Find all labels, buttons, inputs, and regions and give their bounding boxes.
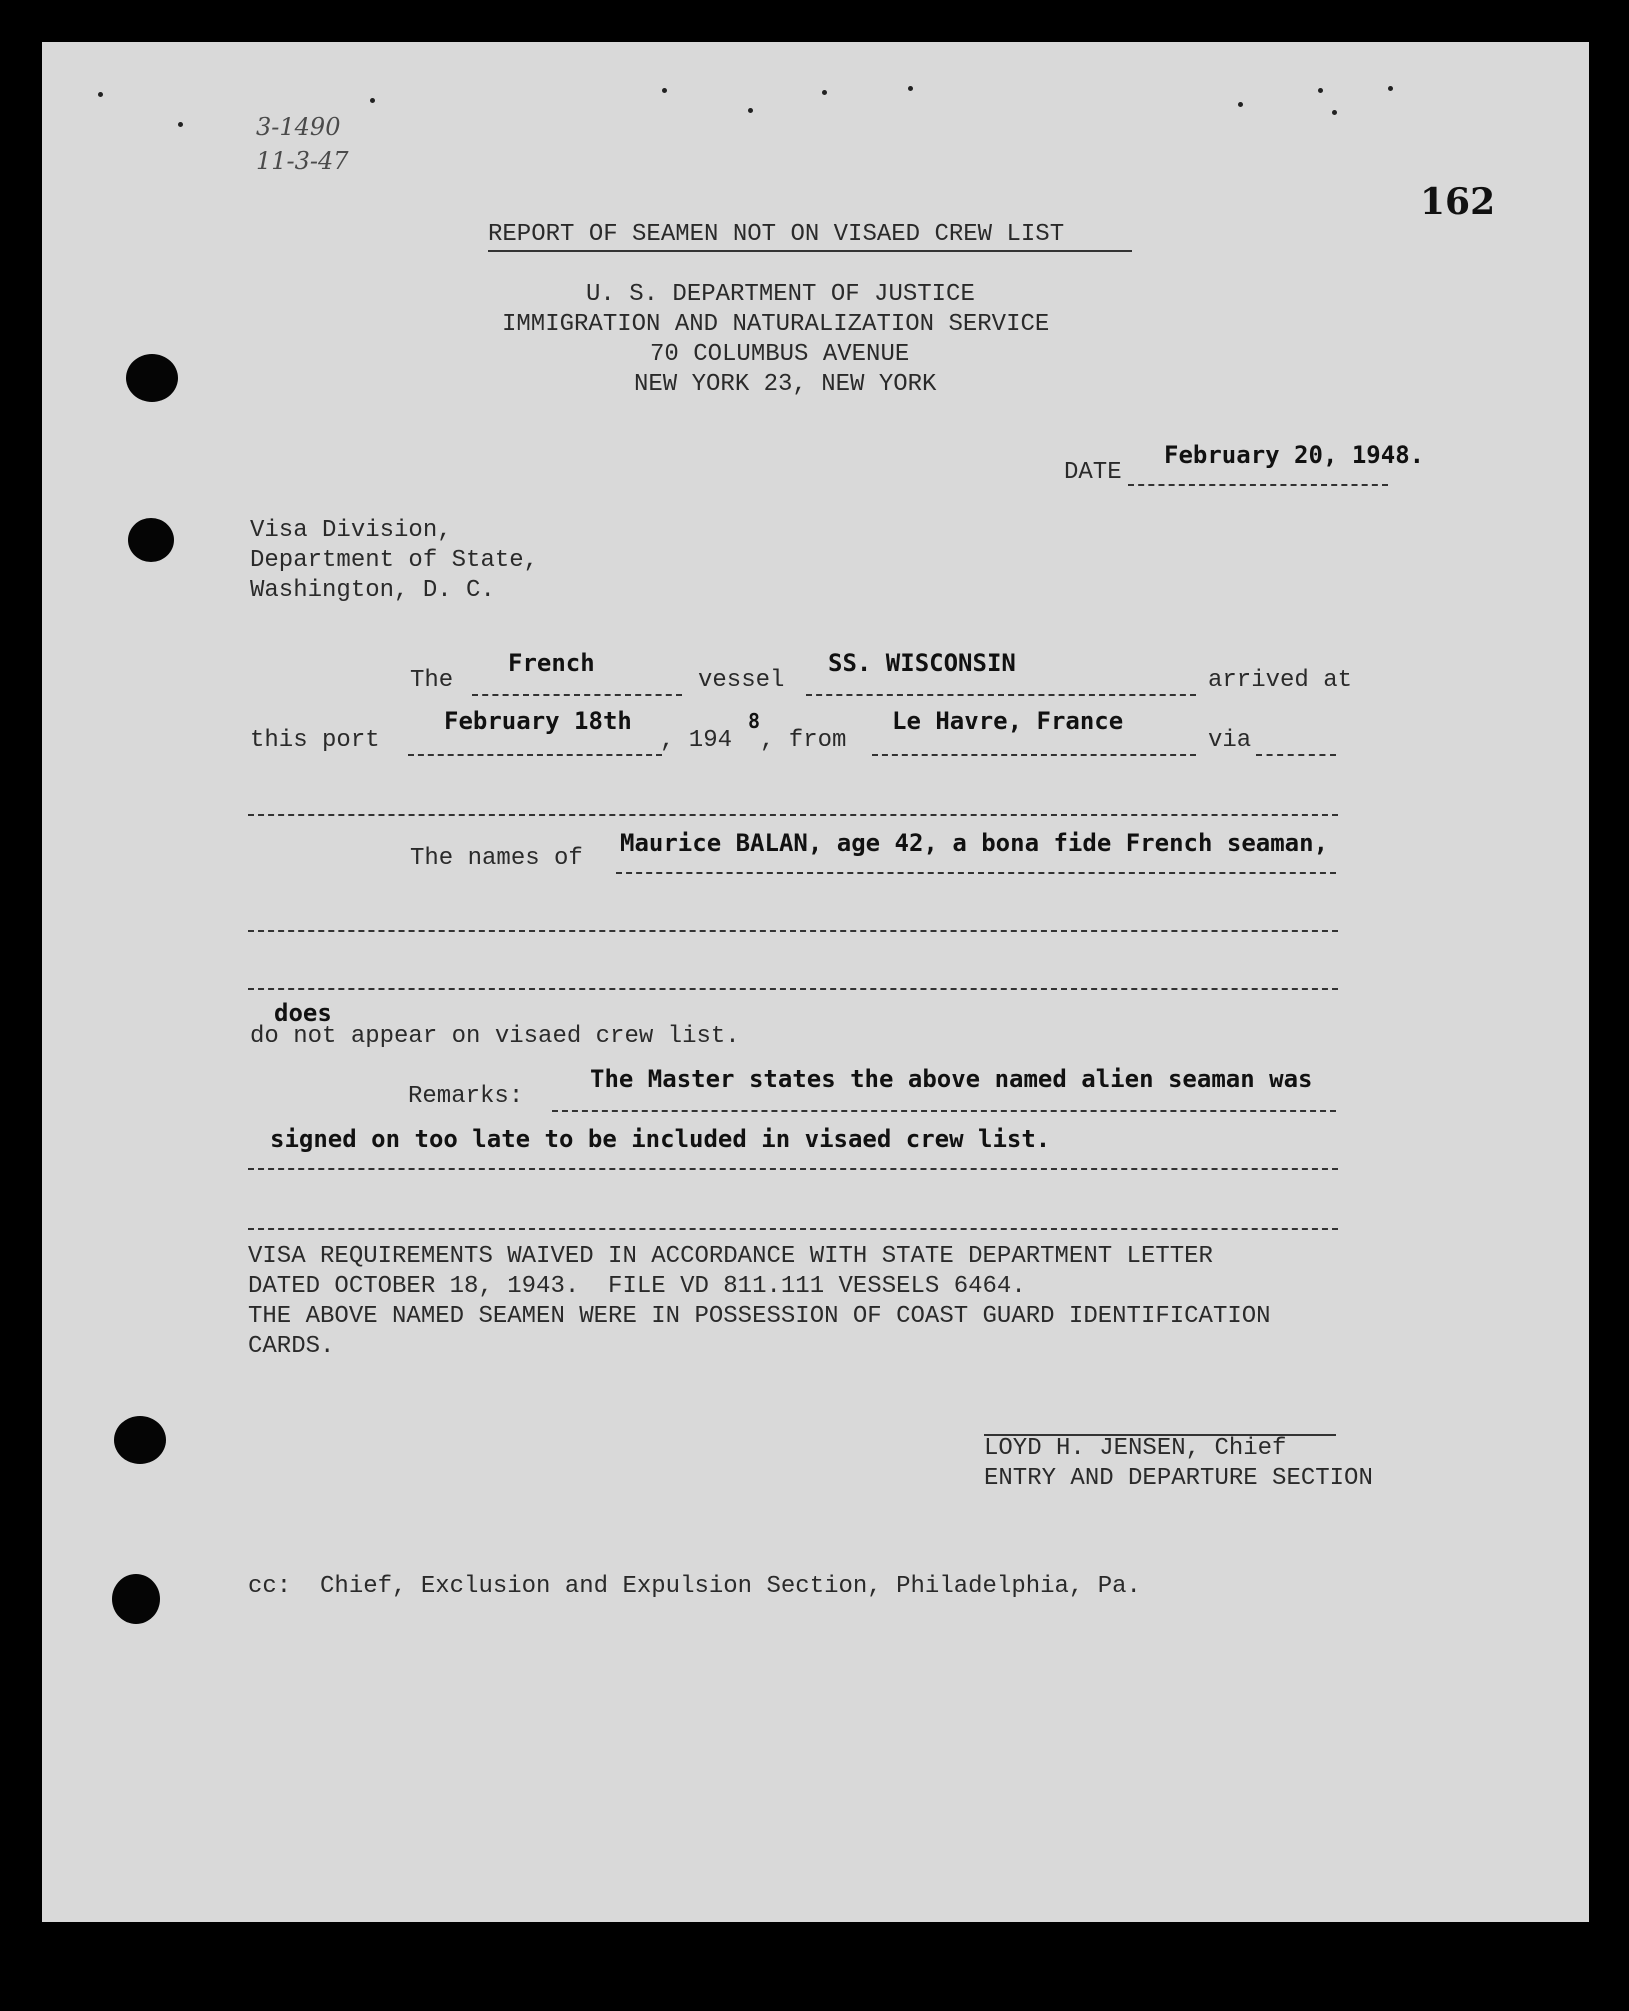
via-label: via <box>1208 727 1252 754</box>
speck <box>1238 102 1243 107</box>
speck <box>1388 86 1393 91</box>
speck <box>908 86 913 91</box>
address-line-1: 70 COLUMBUS AVENUE <box>650 341 910 368</box>
nationality-field-line <box>472 694 682 696</box>
origin-field-line <box>872 754 1196 756</box>
punch-hole <box>114 1416 166 1464</box>
remarks-field-line <box>248 1168 1338 1170</box>
names-value: Maurice BALAN, age 42, a bona fide French seaman, <box>620 829 1329 857</box>
speck <box>662 88 667 93</box>
does-value: does <box>274 999 332 1027</box>
this-port-label: this port <box>250 727 380 754</box>
via-field-line <box>1256 754 1336 756</box>
blank-line <box>248 814 1338 816</box>
vessel-name-value: SS. WISCONSIN <box>828 649 1016 677</box>
waiver-line-1: VISA REQUIREMENTS WAIVED IN ACCORDANCE WITH STATE DEPARTMENT LETTER <box>248 1243 1213 1270</box>
waiver-line-2: DATED OCTOBER 18, 1943. FILE VD 811.111 VESSELS 6464. <box>248 1273 1026 1300</box>
cc-line: cc: Chief, Exclusion and Expulsion Section, Philadelphia, Pa. <box>248 1573 1141 1600</box>
recipient-line-2: Department of State, <box>250 547 539 574</box>
punch-hole <box>112 1574 160 1624</box>
speck <box>1318 88 1323 93</box>
the-label: The <box>410 667 454 694</box>
address-line-2: NEW YORK 23, NEW YORK <box>634 371 937 398</box>
from-label: , from <box>760 727 847 754</box>
date-label: DATE <box>1064 459 1122 486</box>
remarks-label: Remarks: <box>408 1083 524 1110</box>
recipient-line-3: Washington, D. C. <box>250 577 495 604</box>
blank-line <box>248 930 1338 932</box>
waiver-line-4: CARDS. <box>248 1333 335 1360</box>
arrival-date-field-line <box>408 754 662 756</box>
nationality-value: French <box>508 649 595 677</box>
punch-hole <box>128 518 174 562</box>
year-prefix: , 194 <box>660 727 733 754</box>
punch-hole <box>126 354 178 402</box>
arrival-date-value: February 18th <box>444 707 632 735</box>
speck <box>822 90 827 95</box>
title-underline <box>488 250 1132 252</box>
document-page <box>42 42 1589 1922</box>
signer-section: ENTRY AND DEPARTURE SECTION <box>984 1465 1373 1492</box>
date-value: February 20, 1948. <box>1164 441 1425 469</box>
agency-line-2: IMMIGRATION AND NATURALIZATION SERVICE <box>502 311 1050 338</box>
remarks-line-1: The Master states the above named alien seaman was <box>590 1065 1313 1093</box>
speck <box>748 108 753 113</box>
speck <box>178 122 183 127</box>
signer-name: LOYD H. JENSEN, Chief <box>984 1435 1287 1462</box>
agency-line-1: U. S. DEPARTMENT OF JUSTICE <box>586 281 975 308</box>
handwritten-file-number: 3-1490 <box>256 113 341 141</box>
report-title: REPORT OF SEAMEN NOT ON VISAED CREW LIST <box>488 221 1065 248</box>
date-field-line <box>1128 484 1388 486</box>
waiver-line-3: THE ABOVE NAMED SEAMEN WERE IN POSSESSION OF COAST GUARD IDENTIFICATION <box>248 1303 1271 1330</box>
appear-label: do not appear on visaed crew list. <box>250 1023 740 1050</box>
remarks-field-line <box>552 1110 1336 1112</box>
speck <box>98 92 103 97</box>
arrived-label: arrived at <box>1208 667 1353 694</box>
blank-line <box>248 1228 1338 1230</box>
vessel-label: vessel <box>698 667 785 694</box>
blank-line <box>248 988 1338 990</box>
handwritten-file-date: 11-3-47 <box>256 147 349 175</box>
vessel-field-line <box>806 694 1196 696</box>
speck <box>1332 110 1337 115</box>
origin-value: Le Havre, France <box>892 707 1124 735</box>
page-number: 162 <box>1420 181 1496 223</box>
remarks-line-2: signed on too late to be included in visaed crew list. <box>270 1125 1051 1153</box>
year-digit-value: 8 <box>748 709 761 733</box>
names-label: The names of <box>410 845 583 872</box>
speck <box>370 98 375 103</box>
names-field-line <box>616 872 1336 874</box>
recipient-line-1: Visa Division, <box>250 517 452 544</box>
